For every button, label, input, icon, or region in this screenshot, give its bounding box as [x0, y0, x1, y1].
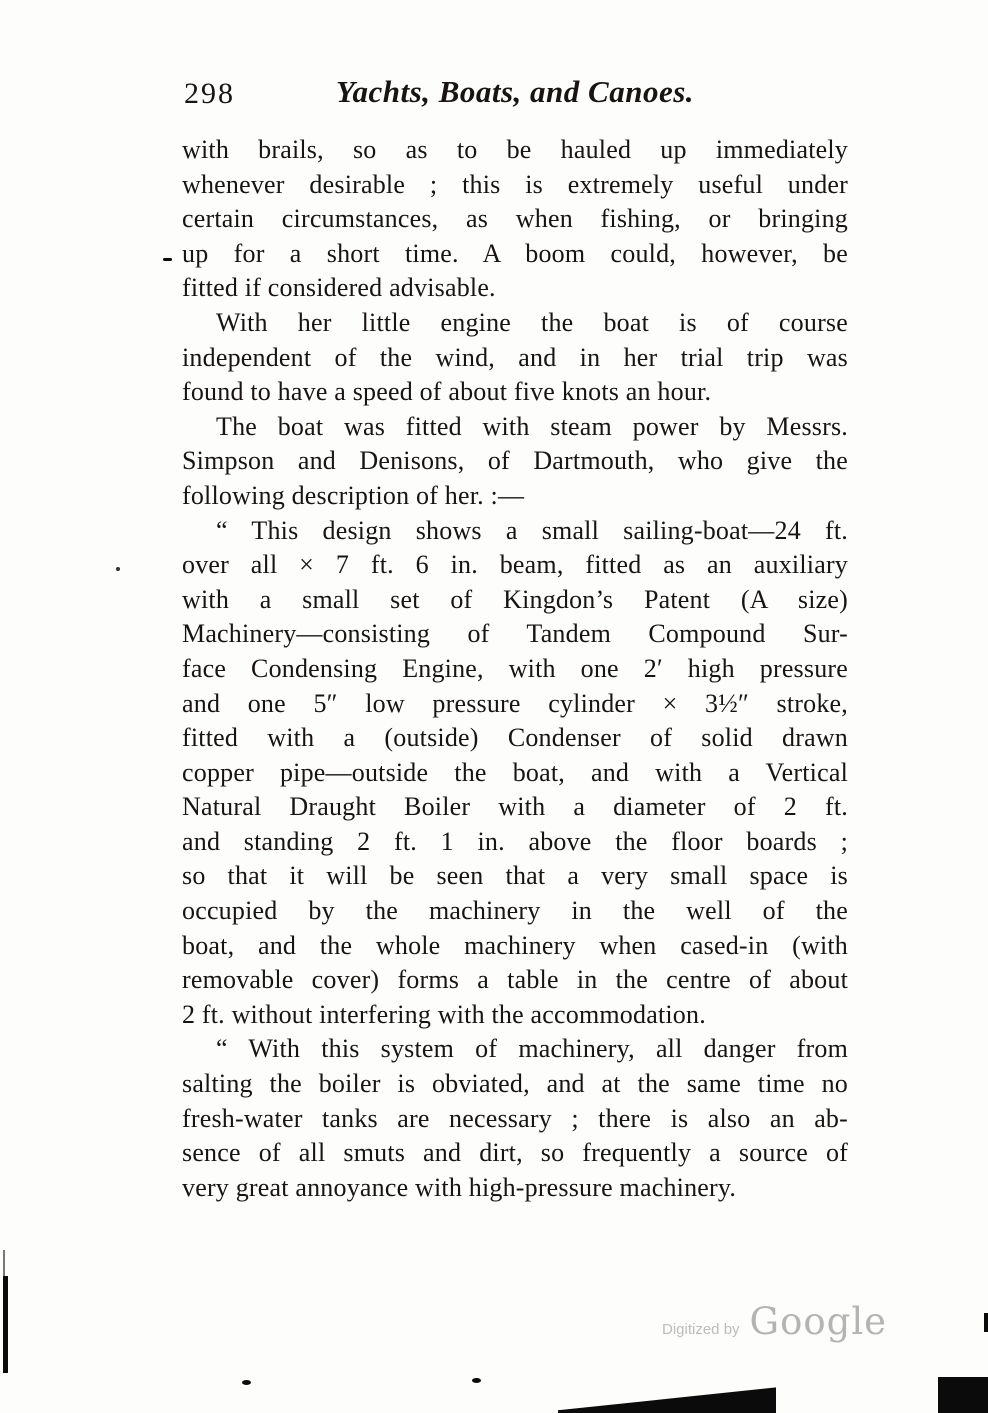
text-line: independent of the wind, and in her trial trip was — [182, 342, 848, 372]
watermark-prefix-label: Digitized by — [662, 1321, 740, 1338]
text-line: face Condensing Engine, with one 2′ high pressure — [182, 653, 848, 683]
scan-artifact-left-strip — [3, 1276, 8, 1373]
text-line: “ With this system of machinery, all danger from — [216, 1034, 848, 1064]
text-line: boat, and the whole machinery when cased-in (with — [182, 930, 848, 960]
text-line: whenever desirable ; this is extremely useful under — [182, 169, 848, 199]
scan-artifact-margin-dot — [116, 567, 120, 571]
scan-artifact-bottom-wedge — [558, 1386, 776, 1413]
scan-artifact-bottom-dot — [242, 1380, 251, 1385]
text-line: copper pipe—outside the boat, and with a Vertical — [182, 757, 848, 787]
scan-artifact-corner-block — [938, 1377, 988, 1413]
text-line: and standing 2 ft. 1 in. above the floor boards ; — [182, 826, 848, 856]
text-line: Machinery—consisting of Tandem Compound Sur- — [182, 619, 848, 649]
text-line: “ This design shows a small sailing-boat—24 ft. — [216, 515, 848, 545]
text-line: 2 ft. without interfering with the accommodation. — [182, 999, 706, 1029]
text-line: following description of her. :— — [182, 480, 525, 510]
text-line: With her little engine the boat is of course — [216, 307, 848, 337]
text-line: over all × 7 ft. 6 in. beam, fitted as an auxiliary — [182, 550, 848, 580]
text-line: with brails, so as to be hauled up immediately — [182, 135, 848, 164]
text-line: The boat was fitted with steam power by Messrs. — [216, 411, 848, 441]
google-logo: Google — [749, 1300, 888, 1343]
text-line: so that it will be seen that a very small space is — [182, 861, 848, 891]
text-line: removable cover) forms a table in the centre of about — [182, 965, 848, 995]
text-line: and one 5″ low pressure cylinder × 3½″ stroke, — [182, 688, 848, 718]
text-line: found to have a speed of about five knots an hour. — [182, 377, 712, 407]
text-line: fitted if considered advisable. — [182, 273, 496, 303]
text-line: salting the boiler is obviated, and at the same time no — [182, 1069, 848, 1099]
text-line: fresh-water tanks are necessary ; there is also an ab- — [182, 1103, 848, 1133]
text-line: very great annoyance with high-pressure machinery. — [182, 1172, 737, 1202]
text-line: sence of all smuts and dirt, so frequently a source of — [182, 1138, 848, 1168]
text-line: Natural Draught Boiler with a diameter of 2 ft. — [182, 792, 848, 822]
running-header-title: Yachts, Boats, and Canoes. — [335, 74, 695, 109]
text-line: with a small set of Kingdon’s Patent (A size) — [182, 584, 848, 614]
scan-artifact-right-tick — [984, 1313, 988, 1332]
digitization-watermark — [662, 1300, 887, 1343]
text-line: certain circumstances, as when fishing, or bringing — [182, 204, 848, 234]
text-line: up for a short time. A boom could, however, be — [182, 238, 848, 268]
text-line: Simpson and Denisons, of Dartmouth, who give the — [182, 446, 848, 476]
text-line: fitted with a (outside) Condenser of solid drawn — [182, 723, 848, 753]
text-line: occupied by the machinery in the well of the — [182, 896, 848, 926]
text-block — [182, 133, 848, 1205]
scan-artifact-margin-dash — [163, 258, 172, 261]
scan-artifact-bottom-dot — [472, 1378, 481, 1383]
page-number: 298 — [184, 77, 235, 110]
